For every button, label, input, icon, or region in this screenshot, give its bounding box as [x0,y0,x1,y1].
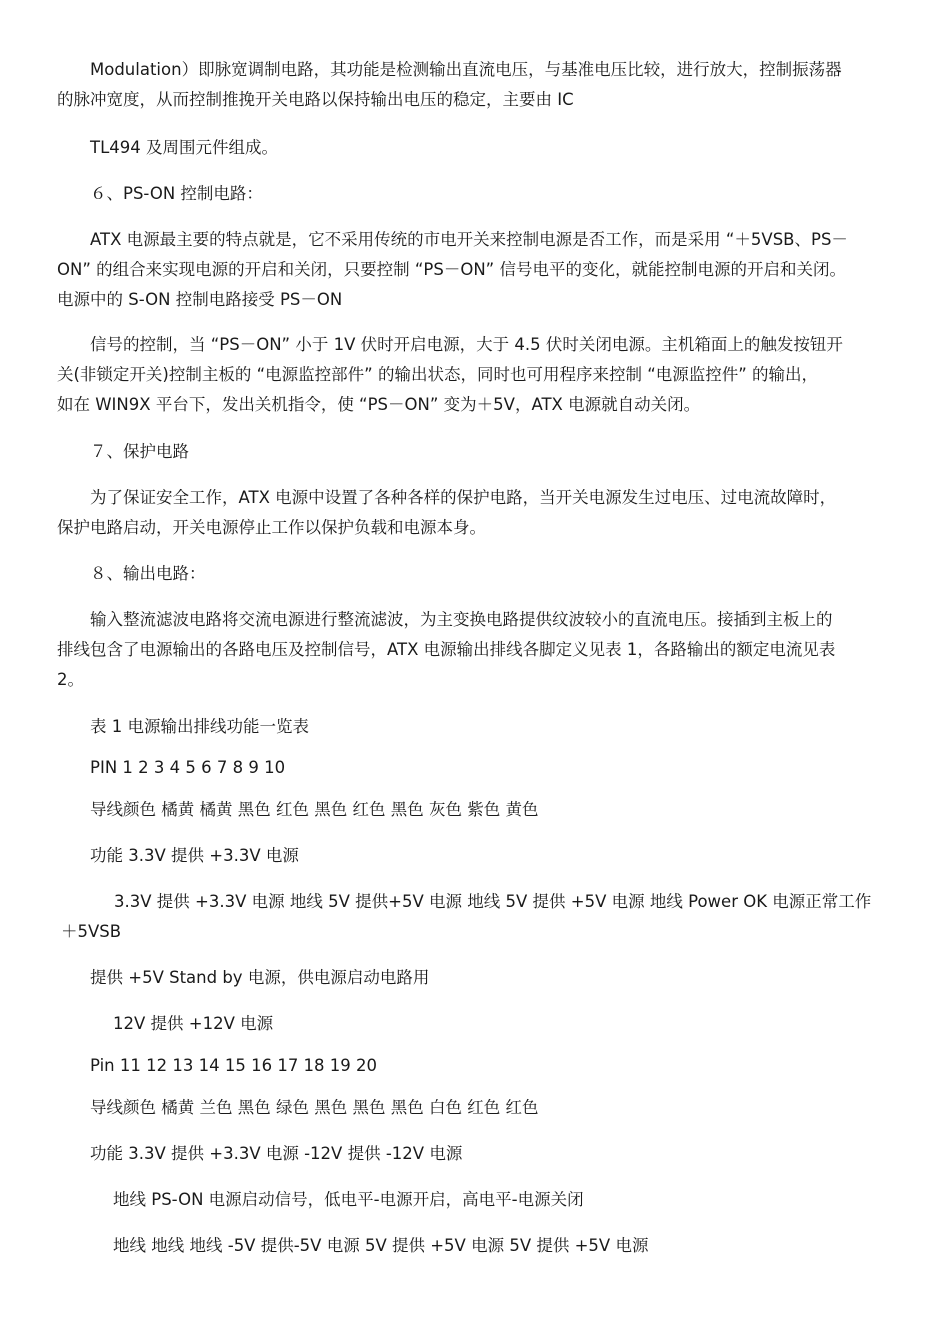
heading-ps-on-circuit: ６、PS-ON 控制电路： [90,184,263,203]
paragraph-ps-on-signal: 信号的控制，当 “PS－ON” 小于 1V 伏时开启电源，大于 4.5 伏时关闭电源。主机箱面上的触发按钮开 关(非锁定开关)控制主板的 “电源监控部件” 的输出状态，同时也可用程序来控制 “电源监控件” 的输出， 如在 WIN9X 平台下，发出关机指令，使 “PS－ON” 变为＋5V，ATX 电源就自动关闭。 [57,335,843,414]
function-row-12v: 12V 提供 +12V 电源 [113,1014,274,1033]
paragraph-tl494: TL494 及周围元件组成。 [90,138,279,157]
pin-row-1-10: PIN 1 2 3 4 5 6 7 8 9 10 [90,758,286,777]
paragraph-atx-feature: ATX 电源最主要的特点就是，它不采用传统的市电开关来控制电源是否工作，而是采用 “＋5VSB、PS－ ON” 的组合来实现电源的开启和关闭，只要控制 “PS－ON” 信号电平的变化，就能控制电源的开启和关闭。 电源中的 S-ON 控制电路接受 PS－ON [57,230,848,309]
wire-color-row-11-20: 导线颜色 橘黄 兰色 黑色 绿色 黑色 黑色 黑色 白色 红色 红色 [90,1098,539,1117]
function-row-1-10: 功能 3.3V 提供 +3.3V 电源 [90,846,299,865]
pin-row-11-20: Pin 11 12 13 14 15 16 17 18 19 20 [90,1056,378,1075]
paragraph-protection: 为了保证安全工作，ATX 电源中设置了各种各样的保护电路，当开关电源发生过电压、过电流故障时， 保护电路启动，开关电源停止工作以保护负载和电源本身。 [57,488,837,537]
heading-output-circuit: ８、输出电路： [90,564,206,583]
function-row-1-10-cont: 3.3V 提供 +3.3V 电源 地线 5V 提供+5V 电源 地线 5V 提供 +5V 电源 地线 Power OK 电源正常工作 ＋5VSB [61,892,872,941]
function-row-11-20: 功能 3.3V 提供 +3.3V 电源 -12V 提供 -12V 电源 [90,1144,463,1163]
function-row-5vsb-desc: 提供 +5V Stand by 电源，供电源启动电路用 [90,968,430,987]
paragraph-output: 输入整流滤波电路将交流电源进行整流滤波，为主变换电路提供纹波较小的直流电压。接插到主板上的 排线包含了电源输出的各路电压及控制信号，ATX 电源输出排线各脚定义见表 1，各路输出的额定电流见表 2。 [57,610,836,689]
function-row-ground-5v: 地线 地线 地线 -5V 提供-5V 电源 5V 提供 +5V 电源 5V 提供 +5V 电源 [113,1236,649,1255]
heading-protection-circuit: ７、保护电路 [90,442,189,461]
table-caption: 表 1 电源输出排线功能一览表 [90,717,309,736]
wire-color-row-1-10: 导线颜色 橘黄 橘黄 黑色 红色 黑色 红色 黑色 灰色 紫色 黄色 [90,800,539,819]
function-row-ps-on: 地线 PS-ON 电源启动信号，低电平-电源开启，高电平-电源关闭 [113,1190,584,1209]
paragraph-pwm-circuit: Modulation）即脉宽调制电路，其功能是检测输出直流电压，与基准电压比较，进行放大，控制振荡器 的脉冲宽度，从而控制推挽开关电路以保持输出电压的稳定，主要由 IC [57,60,842,109]
